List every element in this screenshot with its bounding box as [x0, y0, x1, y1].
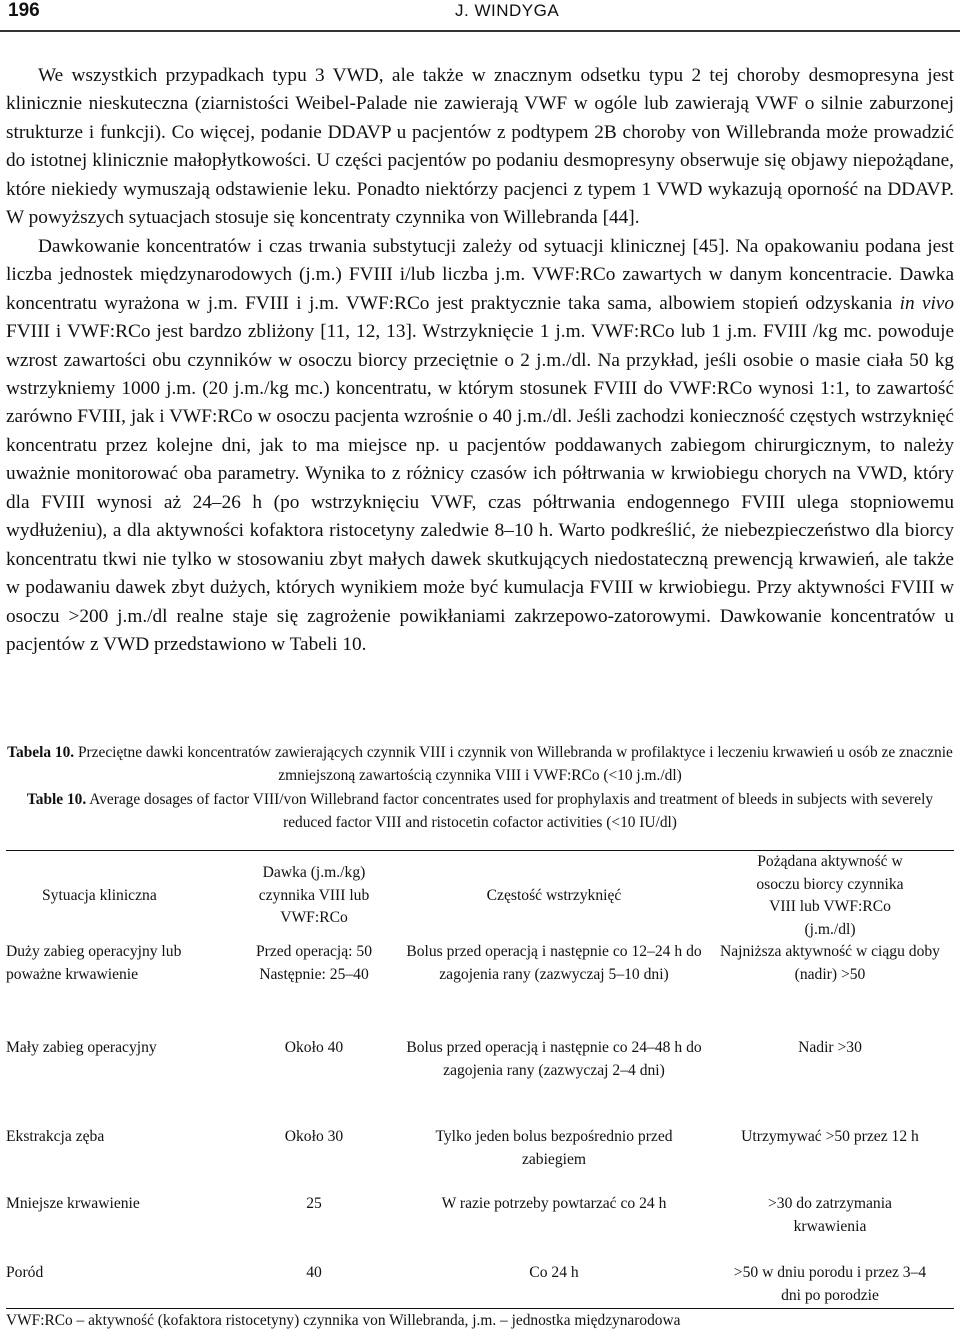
- table-row: [6, 1126, 954, 1193]
- table-cell: Bolus przed operacją i następnie co 12–24 h do zagojenia rany (zazwyczaj 5–10 dni): [406, 943, 702, 983]
- table-cell: Przed operacją: 50 Następnie: 25–40: [255, 943, 373, 983]
- table-caption-english: [6, 788, 954, 834]
- table-cell: Bolus przed operacją i następnie co 24–48 h do zagojenia rany (zazwyczaj 2–4 dni): [406, 1039, 702, 1079]
- table-header-cell: Sytuacja kliniczna: [42, 886, 157, 904]
- running-head-author: J. WINDYGA: [455, 1, 560, 20]
- dosage-table: [6, 850, 954, 1309]
- table-cell: W razie potrzeby powtarzać co 24 h: [441, 1195, 667, 1212]
- table-cell: Około 40: [284, 1039, 344, 1056]
- table-cell: Najniższa aktywność w ciągu doby (nadir) >50: [720, 943, 940, 983]
- page-number: 196: [8, 0, 40, 21]
- table-row: [6, 1262, 954, 1308]
- table-header-row: [6, 851, 954, 942]
- table-cell: 25: [306, 1195, 322, 1212]
- table-header-cell: Pożądana aktywność w osoczu biorcy czynnika VIII lub VWF:RCo (j.m./dl): [756, 853, 904, 938]
- table-header-cell: Dawka (j.m./kg) czynnika VIII lub VWF:RCo: [258, 864, 370, 927]
- running-header: [0, 0, 960, 32]
- table-caption-english-text: Average dosages of factor VIII/von Willebrand factor concentrates used for prophylaxis and treatment of bleeds in subjects with severely reduced factor VIII and ristocetin cofactor activities (<10 IU/dl): [89, 791, 934, 831]
- table-cell: Nadir >30: [798, 1039, 862, 1056]
- table-caption-polish-label: Tabela 10.: [7, 744, 75, 761]
- table-cell: Poród: [6, 1264, 44, 1281]
- table-cell: >50 w dniu porodu i przez 3–4 dni po porodzie: [733, 1264, 927, 1304]
- paragraph-2-text-b: FVIII i VWF:RCo jest bardzo zbliżony [11, 12, 13]. Wstrzyknięcie 1 j.m. VWF:RCo lub 1 j.m. FVIII /kg mc. powoduje wzrost zawartości obu czynników w osoczu biorcy przeciętnie o 2 j.m./dl. Na przykład, jeśli osobie o masie ciała 50 kg wstrzykniemy 1000 j.m. (20 j.m./kg mc.) koncentratu, w którym stosunek FVIII do VWF:RCo wynosi 1:1, to zawartość zarówno FVIII, jak i VWF:RCo w osoczu pacjenta wzrośnie o 40 j.m./dl. Jeśli zachodzi konieczność częstych wstrzyknięć koncentratu przez kolejne dni, jak to ma miejsce np. u pacjentów poddawanych zabiegom chirurgicznym, to należy uważnie monitorować oba parametry. Wynika to z różnicy czasów ich półtrwania w krwiobiegu chorych na VWD, który dla FVIII wynosi aż 24–26 h (po wstrzyknięciu VWF, czas półtrwania endogennego FVIII ulega stopniowemu wydłużeniu), a dla aktywności kofaktora ristocetyny zaledwie 8–10 h. Warto podkreślić, że niebezpieczeństwo dla biorcy koncentratu tkwi nie tylko w stosowaniu zbyt małych dawek skutkujących niedostateczną prewencją krwawień, ale także w podawaniu dawek zbyt dużych, których wynikiem może być kumulacja FVIII w krwiobiegu. Przy aktywności FVIII w osoczu >200 j.m./dl realne staje się zagrożenie powikłaniami zakrzepowo-zatorowymi. Dawkowanie koncentratów u pacjentów z VWD przedstawiono w Tabeli 10.: [6, 321, 954, 656]
- table-caption-polish: [6, 741, 954, 787]
- table-footnote: VWF:RCo – aktywność (kofaktora ristocetyny) czynnika von Willebranda, j.m. – jednostka międzynarodowa: [6, 1312, 681, 1329]
- table-cell: Mały zabieg operacyjny: [6, 1039, 157, 1056]
- table-cell: Tylko jeden bolus bezpośrednio przed zabiegiem: [435, 1128, 673, 1168]
- body-text: [6, 62, 954, 660]
- table-cell: Co 24 h: [529, 1264, 579, 1281]
- table-caption-english-label: Table 10.: [26, 791, 87, 808]
- paragraph-2-italic: in vivo: [899, 292, 955, 314]
- table-cell: Utrzymywać >50 przez 12 h: [741, 1128, 919, 1145]
- table-cell: Mniejsze krwawienie: [6, 1195, 140, 1212]
- paragraph-2: [6, 233, 954, 660]
- table-row: [6, 1193, 954, 1262]
- table-header-cell: Częstość wstrzyknięć: [486, 886, 622, 904]
- table-cell: Około 30: [284, 1128, 344, 1145]
- paragraph-1-text: We wszystkich przypadkach typu 3 VWD, ale także w znacznym odsetku typu 2 tej choroby desmopresyna jest klinicznie nieskuteczna (ziarnistości Weibel-Palade nie zawierają VWF w ogóle lub zawierają VWF o silnie zaburzonej strukturze i funkcji). Co więcej, podanie DDAVP u pacjentów z podtypem 2B choroby von Willebranda może prowadzić do istotnej klinicznie małopłytkowości. U części pacjentów po podaniu desmopresyny obserwuje się objawy niepożądane, które niekiedy wymuszają odstawienie leku. Ponadto niektórzy pacjenci z typem 1 VWD wykazują oporność na DDAVP. W powyższych sytuacjach stosuje się koncentraty czynnika von Willebranda [44].: [6, 65, 954, 229]
- table-caption-polish-text: Przeciętne dawki koncentratów zawierających czynnik VIII i czynnik von Willebranda w profilaktyce i leczeniu krwawień u osób ze znacznie zmniejszoną zawartością czynnika VIII i VWF:RCo (<10 j.m./dl): [78, 744, 953, 784]
- table-cell: Duży zabieg operacyjny lub poważne krwawienie: [6, 943, 182, 983]
- paragraph-2-text-a: Dawkowanie koncentratów i czas trwania substytucji zależy od sytuacji klinicznej [45]. Na opakowaniu podana jest liczba jednostek międzynarodowych (j.m.) FVIII i/lub liczba j.m. VWF:RCo zawartych w danym koncentracie. Dawka koncentratu wyrażona w j.m. FVIII i j.m. VWF:RCo jest praktycznie taka sama, albowiem stopień odzyskania: [6, 235, 954, 314]
- table-row: [6, 941, 954, 1037]
- table-cell: Ekstrakcja zęba: [6, 1128, 105, 1145]
- table-cell: 40: [306, 1264, 322, 1281]
- table-cell: >30 do zatrzymania krwawienia: [768, 1195, 892, 1235]
- table-row: [6, 1037, 954, 1126]
- paragraph-1: [6, 62, 954, 233]
